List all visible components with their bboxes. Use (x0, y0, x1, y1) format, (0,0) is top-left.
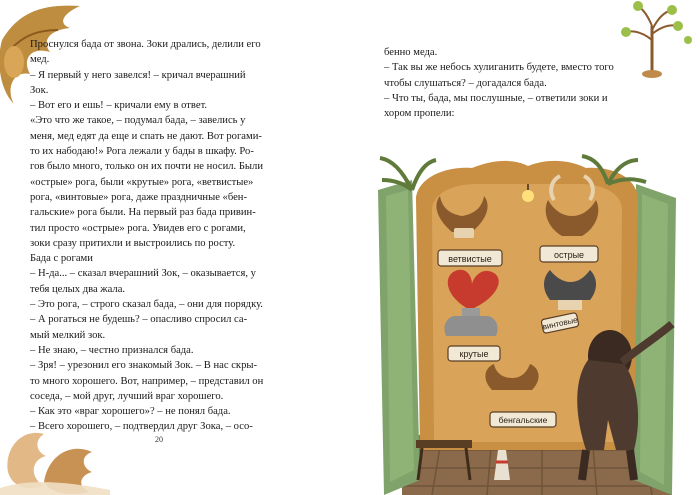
text-line: – Это рога, – строго сказал бада, – они для порядку. (30, 299, 263, 311)
text-line: меня, мед едят да еще и спать не дают. Вот рогами- (30, 130, 262, 142)
svg-text:бенгальские: бенгальские (498, 415, 548, 425)
text-line: – Зря! – урезонил его знакомый Зок. – В нас скры- (30, 360, 258, 372)
text-line: рога, «винтовые» рога, даже праздничные «бен- (30, 191, 247, 203)
right-page (350, 0, 700, 495)
text-line: – Вот его и ешь! – кричали ему в ответ. (30, 100, 208, 112)
text-line: – А рогаться не будешь? – опасливо спросил са- (30, 314, 248, 326)
text-line: бенно меда. (384, 47, 438, 58)
label-bengal (490, 412, 556, 427)
svg-text:крутые: крутые (459, 349, 489, 359)
right-page-text (384, 45, 646, 121)
text-line: гальские» рога были. На первый раз бада привин- (30, 207, 256, 219)
text-line: «Это что же такое, – подумал бада, – завелись у (30, 115, 246, 127)
lamp-icon (522, 190, 534, 202)
text-line: Бада с рогами (30, 253, 93, 265)
text-line: – Не знаю, – честно признался бада. (30, 344, 194, 356)
text-line: гов было много, только он их почти не носил. Были (30, 161, 263, 173)
horn-mount-steep (444, 316, 497, 336)
label-sharp (540, 246, 598, 262)
text-line: мый мелкий зок. (30, 329, 106, 341)
text-line: соседа, – мой друг, лучший враг хорошего. (30, 390, 224, 402)
left-page-text (30, 37, 330, 435)
text-line: то много хорошего. Вот, например, – представил он (30, 375, 264, 387)
text-line: Проснулся бада от звона. Зоки дрались, делили его (30, 39, 261, 50)
text-line: Зок. (30, 84, 49, 96)
page-number: 20 (155, 435, 163, 444)
text-line: тебя целых два жала. (30, 283, 126, 295)
text-line: тил просто «острые» рога. Увидев его с рогами, (30, 222, 246, 234)
svg-text:острые: острые (553, 250, 585, 260)
text-line: то их набодаю!» Рога лежали у бады в шкафу. Ро- (30, 146, 254, 158)
text-line: – Я первый у него завелся! – кричал вчерашний (30, 69, 246, 81)
text-line: – Всего хорошего, – подтвердил друг Зока, – осо- (30, 421, 253, 433)
text-line: зоки сразу притихли и выстроились по росту. (30, 237, 236, 249)
horns-decoration-bottom-left (0, 412, 110, 495)
text-line: – Н-да... – сказал вчерашний Зок, – оказывается, у (30, 268, 256, 280)
label-steep (448, 346, 500, 361)
text-line: мед. (30, 54, 50, 66)
text-line: «острые» рога, были «крутые» рога, «ветвистые» (30, 176, 254, 188)
svg-text:ветвистые: ветвистые (448, 254, 492, 264)
text-line: чтобы слушаться? – догадался бада. (384, 77, 547, 89)
label-branchy (438, 250, 502, 266)
wardrobe-illustration (372, 150, 692, 495)
text-line: – Так вы же небось хулиганить будете, вместо того (384, 62, 614, 74)
text-line: – Как это «враг хорошего»? – не понял бада. (30, 406, 231, 418)
svg-text:винтовые: винтовые (541, 315, 579, 332)
text-line: – Что ты, бада, мы послушные, – ответили зоки и (384, 92, 608, 104)
text-line: хором пропели: (384, 108, 455, 120)
